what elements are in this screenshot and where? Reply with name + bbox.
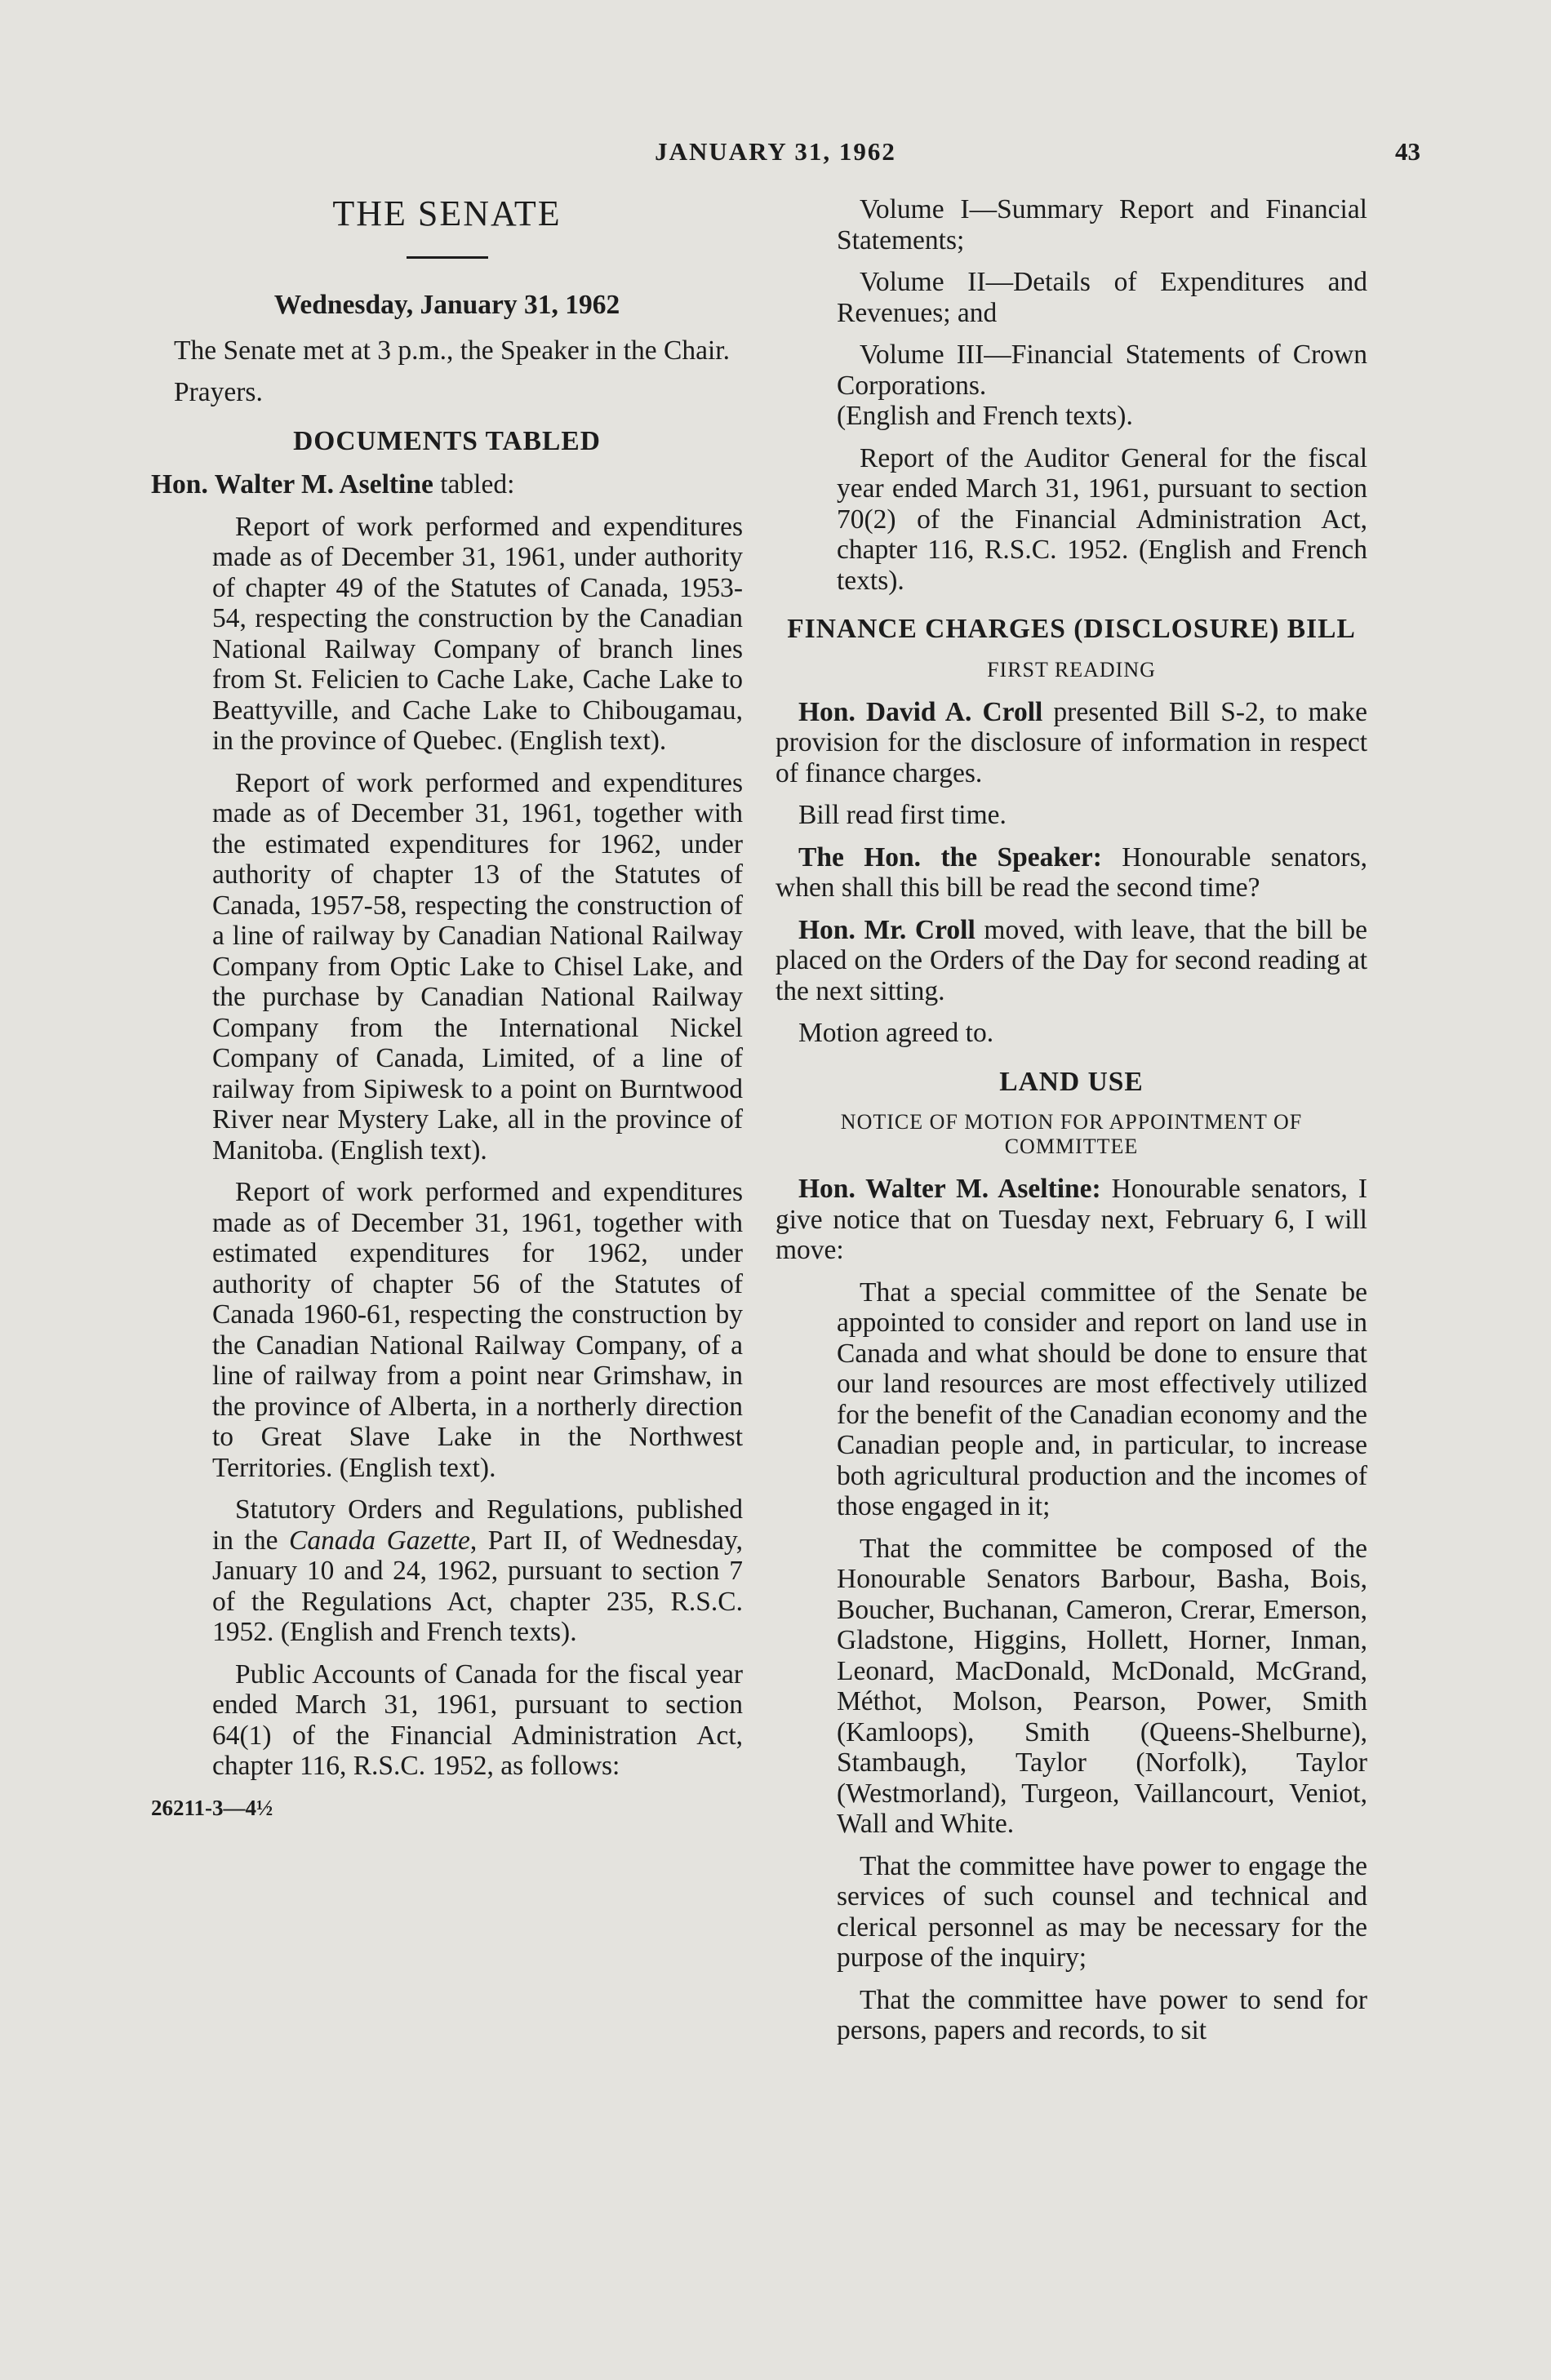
documents-tabled-heading: DOCUMENTS TABLED <box>293 425 601 456</box>
motion-clause: That the committee have power to engage the services of such counsel and technical and clerical personnel as may be necessary for the purpose of the inquiry; <box>837 1850 1367 1973</box>
printer-signature: 26211-3—4½ <box>151 1795 273 1820</box>
page-number: 43 <box>1395 137 1420 166</box>
croll-motion <box>776 915 1367 1007</box>
land-use-heading: LAND USE <box>999 1066 1144 1097</box>
tabled-text: tabled: <box>433 469 515 500</box>
tabled-item: Report of work performed and expenditures made as of December 31, 1961, together with the estimated expenditures for 1962, under authority of chapter 13 of the Statutes of Canada, 1957-58, respecting the construction of a line of railway by Canadian National Railway Company from Optic Lake to Chisel Lake, and the purchase by Canadian National Railway Company from the International Nickel Company of Canada, Limited, of a line of railway from Sipiwesk to a point on Burntwood River near Mystery Lake, all in the province of Manitoba. (English text). <box>212 767 743 1166</box>
croll-motion-text: moved, with leave, that the bill be placed on the Orders of the Day for second reading at the next sitting. <box>776 914 1367 1006</box>
motion-agreed: Motion agreed to. <box>798 1018 994 1048</box>
auditor-report: Report of the Auditor General for the fiscal year ended March 31, 1961, pursuant to section 70(2) of the Financial Administration Act, chapter 116, R.S.C. 1952. (English and French texts). <box>837 442 1367 596</box>
finance-charges-heading: FINANCE CHARGES (DISCLOSURE) BILL <box>787 614 1356 644</box>
item4-post: , Part II, of Wednesday, January 10 and 24, 1962, pursuant to section 7 of the Regulations Act, chapter 235, R.S.C. 1952. (English and French texts). <box>212 1525 743 1647</box>
left-column <box>151 194 743 1823</box>
speaker-name: Hon. David A. Croll <box>798 696 1043 727</box>
speaker-question <box>776 842 1367 904</box>
tabled-documents-list <box>151 512 743 1782</box>
motion-text <box>776 1277 1367 2046</box>
speaker-name: Hon. Walter M. Aseltine <box>151 469 433 500</box>
prayers-paragraph: Prayers. <box>174 377 263 407</box>
volume-language: (English and French texts). <box>837 401 1133 431</box>
item4-pre: Statutory Orders and Regulations, published in the <box>212 1494 743 1556</box>
croll-text: presented Bill S-2, to make provision for the disclosure of information in respect of finance charges. <box>776 696 1367 788</box>
sitting-date: Wednesday, January 31, 1962 <box>273 290 620 320</box>
title-rule <box>407 256 488 259</box>
speaker-text: Honourable senators, when shall this bill be read the second time? <box>776 841 1367 903</box>
speaker-name: The Hon. the Speaker: <box>798 841 1102 873</box>
right-column <box>776 194 1367 2058</box>
volume-item: Volume II—Details of Expenditures and Revenues; and <box>837 267 1367 328</box>
section-title: THE SENATE <box>332 193 562 233</box>
tabled-item: Report of work performed and expenditures made as of December 31, 1961, together with estimated expenditures for 1962, under authority of chapter 56 of the Statutes of Canada 1960-61, respecting the construction by the Canadian National Railway Company, of a line of railway from a point near Grimshaw, in the province of Alberta, in a northerly direction to Great Slave Lake in the Northwest Territories. (English text). <box>212 1177 743 1483</box>
first-reading-subheading: FIRST READING <box>987 657 1156 682</box>
gazette-title: Canada Gazette <box>288 1525 470 1556</box>
tabled-item: Report of work performed and expenditures made as of December 31, 1961, under authority of chapter 49 of the Statutes of Canada, 1953-54, respecting the construction by the Canadian National Railway Company of branch lines from St. Felicien to Cache Lake, Cache Lake to Beattyville, and Cache Lake to Chibougamau, in the province of Quebec. (English text). <box>212 511 743 756</box>
bill-read-paragraph: Bill read first time. <box>798 800 1007 830</box>
notice-of-motion-subheading: NOTICE OF MOTION FOR APPOINTMENT OF COMMITTEE <box>840 1110 1303 1158</box>
opening-paragraph: The Senate met at 3 p.m., the Speaker in the Chair. <box>174 335 730 366</box>
running-header-date: JANUARY 31, 1962 <box>655 137 896 166</box>
volume-item: Volume I—Summary Report and Financial Statements; <box>837 194 1367 255</box>
volume-item: Volume III—Financial Statements of Crown Corporations. <box>837 340 1367 401</box>
aseltine-text: Honourable senators, I give notice that on Tuesday next, February 6, I will move: <box>776 1174 1367 1265</box>
volumes-list <box>776 194 1367 596</box>
motion-clause: That the committee be composed of the Honourable Senators Barbour, Basha, Bois, Boucher, Buchanan, Cameron, Crerar, Emerson, Gladstone, Higgins, Hollett, Horner, Inman, Leonard, MacDonald, McDonald, McGrand, Méthot, Molson, Pearson, Power, Smith (Kamloops), Smith (Queens-Shelburne), Stambaugh, Taylor (Norfolk), Taylor (Westmorland), Turgeon, Vaillancourt, Veniot, Wall and White. <box>837 1533 1367 1839</box>
tabled-intro <box>151 469 743 500</box>
croll-presentation <box>776 697 1367 789</box>
tabled-item: Public Accounts of Canada for the fiscal year ended March 31, 1961, pursuant to section 64(1) of the Financial Administration Act, chapter 116, R.S.C. 1952, as follows: <box>212 1658 743 1781</box>
motion-clause: That a special committee of the Senate be appointed to consider and report on land use in Canada and what should be done to ensure that our land resources are most effectively utilized for the benefit of the Canadian economy and the Canadian people and, in particular, to increase both agricultural production and the incomes of those engaged in it; <box>837 1277 1367 1521</box>
tabled-item <box>212 1494 743 1648</box>
speaker-name: Hon. Walter M. Aseltine: <box>798 1174 1101 1204</box>
speaker-name: Hon. Mr. Croll <box>798 914 975 945</box>
aseltine-notice <box>776 1174 1367 1266</box>
motion-clause: That the committee have power to send for persons, papers and records, to sit <box>837 1984 1367 2045</box>
